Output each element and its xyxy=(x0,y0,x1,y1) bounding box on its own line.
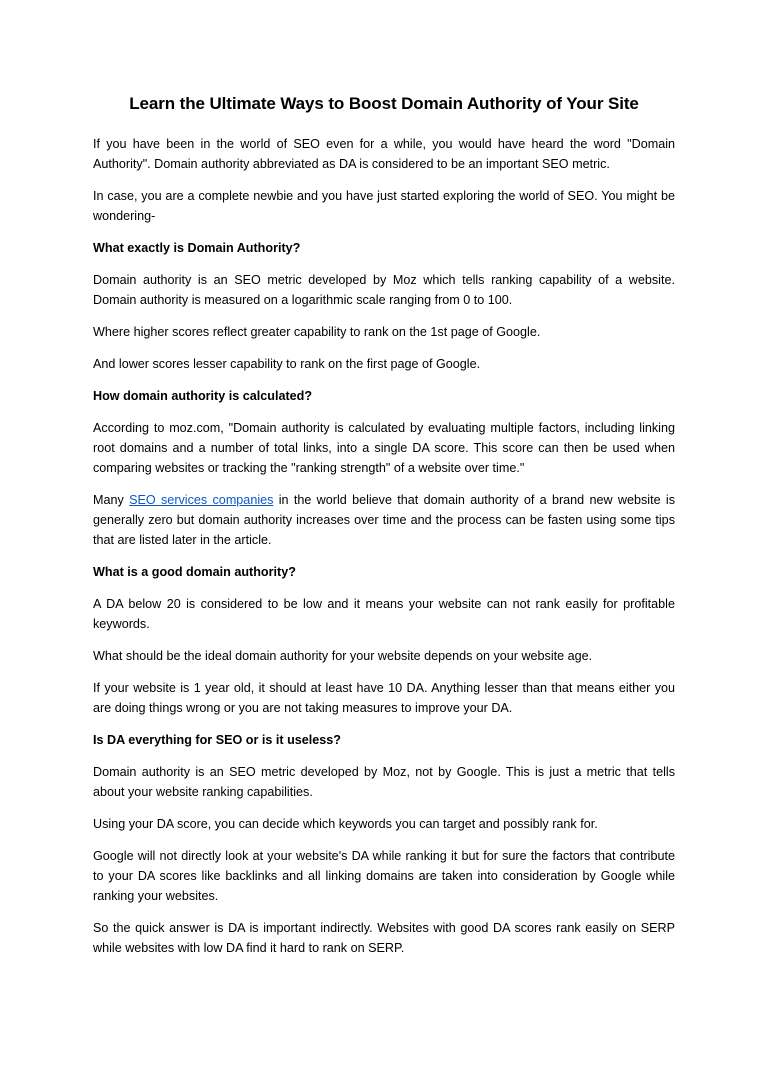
section-heading-what-is-da: What exactly is Domain Authority? xyxy=(93,241,301,255)
quick-answer-paragraph: So the quick answer is DA is important indirectly. Websites with good DA scores rank easily on SERP while websites with low DA find it hard to rank on SERP. xyxy=(93,921,675,955)
ideal-da-paragraph: What should be the ideal domain authority for your website depends on your website age. xyxy=(93,649,593,663)
section-heading-is-da-everything: Is DA everything for SEO or is it useless? xyxy=(93,733,341,747)
google-ranking-paragraph: Google will not directly look at your website's DA while ranking it but for sure the factors that contribute to your DA scores like backlinks and all linking domains are taken into consideration by Google while ranking your websites. xyxy=(93,849,675,903)
keywords-paragraph: Using your DA score, you can decide which keywords you can target and possibly rank for. xyxy=(93,817,598,831)
higher-scores-paragraph: Where higher scores reflect greater capability to rank on the 1st page of Google. xyxy=(93,325,541,339)
lower-scores-paragraph: And lower scores lesser capability to rank on the first page of Google. xyxy=(93,357,481,371)
seo-companies-after-text: in the world believe that domain authority of a brand new website is generally zero but domain authority increases over time and the process can be fasten using some tips that are listed later in the article. xyxy=(93,493,675,547)
low-da-paragraph: A DA below 20 is considered to be low and it means your website can not rank easily for profitable keywords. xyxy=(93,597,675,631)
page-title: Learn the Ultimate Ways to Boost Domain Authority of Your Site xyxy=(129,94,639,113)
seo-companies-before-text: Many xyxy=(93,493,130,507)
newbie-paragraph: In case, you are a complete newbie and you have just started exploring the world of SEO. You might be wondering- xyxy=(93,189,675,223)
moz-metric-paragraph: Domain authority is an SEO metric developed by Moz, not by Google. This is just a metric that tells about your website ranking capabilities. xyxy=(93,765,675,799)
intro-paragraph: If you have been in the world of SEO even for a while, you would have heard the word "Domain Authority". Domain authority abbreviated as DA is considered to be an important SEO metric. xyxy=(93,137,675,171)
section-heading-good-da: What is a good domain authority? xyxy=(93,565,296,579)
seo-companies-paragraph xyxy=(93,490,675,550)
moz-quote-paragraph: According to moz.com, "Domain authority is calculated by evaluating multiple factors, including linking root domains and a number of total links, into a single DA score. This score can then be used when comparing websites or tracking the "ranking strength" of a website over time." xyxy=(93,421,675,475)
da-definition-paragraph: Domain authority is an SEO metric developed by Moz which tells ranking capability of a website. Domain authority is measured on a logarithmic scale ranging from 0 to 100. xyxy=(93,273,675,307)
section-heading-calculation: How domain authority is calculated? xyxy=(93,389,313,403)
seo-services-companies-link[interactable]: SEO services companies xyxy=(129,493,274,507)
website-age-paragraph: If your website is 1 year old, it should at least have 10 DA. Anything lesser than that means either you are doing things wrong or you are not taking measures to improve your DA. xyxy=(93,681,675,715)
